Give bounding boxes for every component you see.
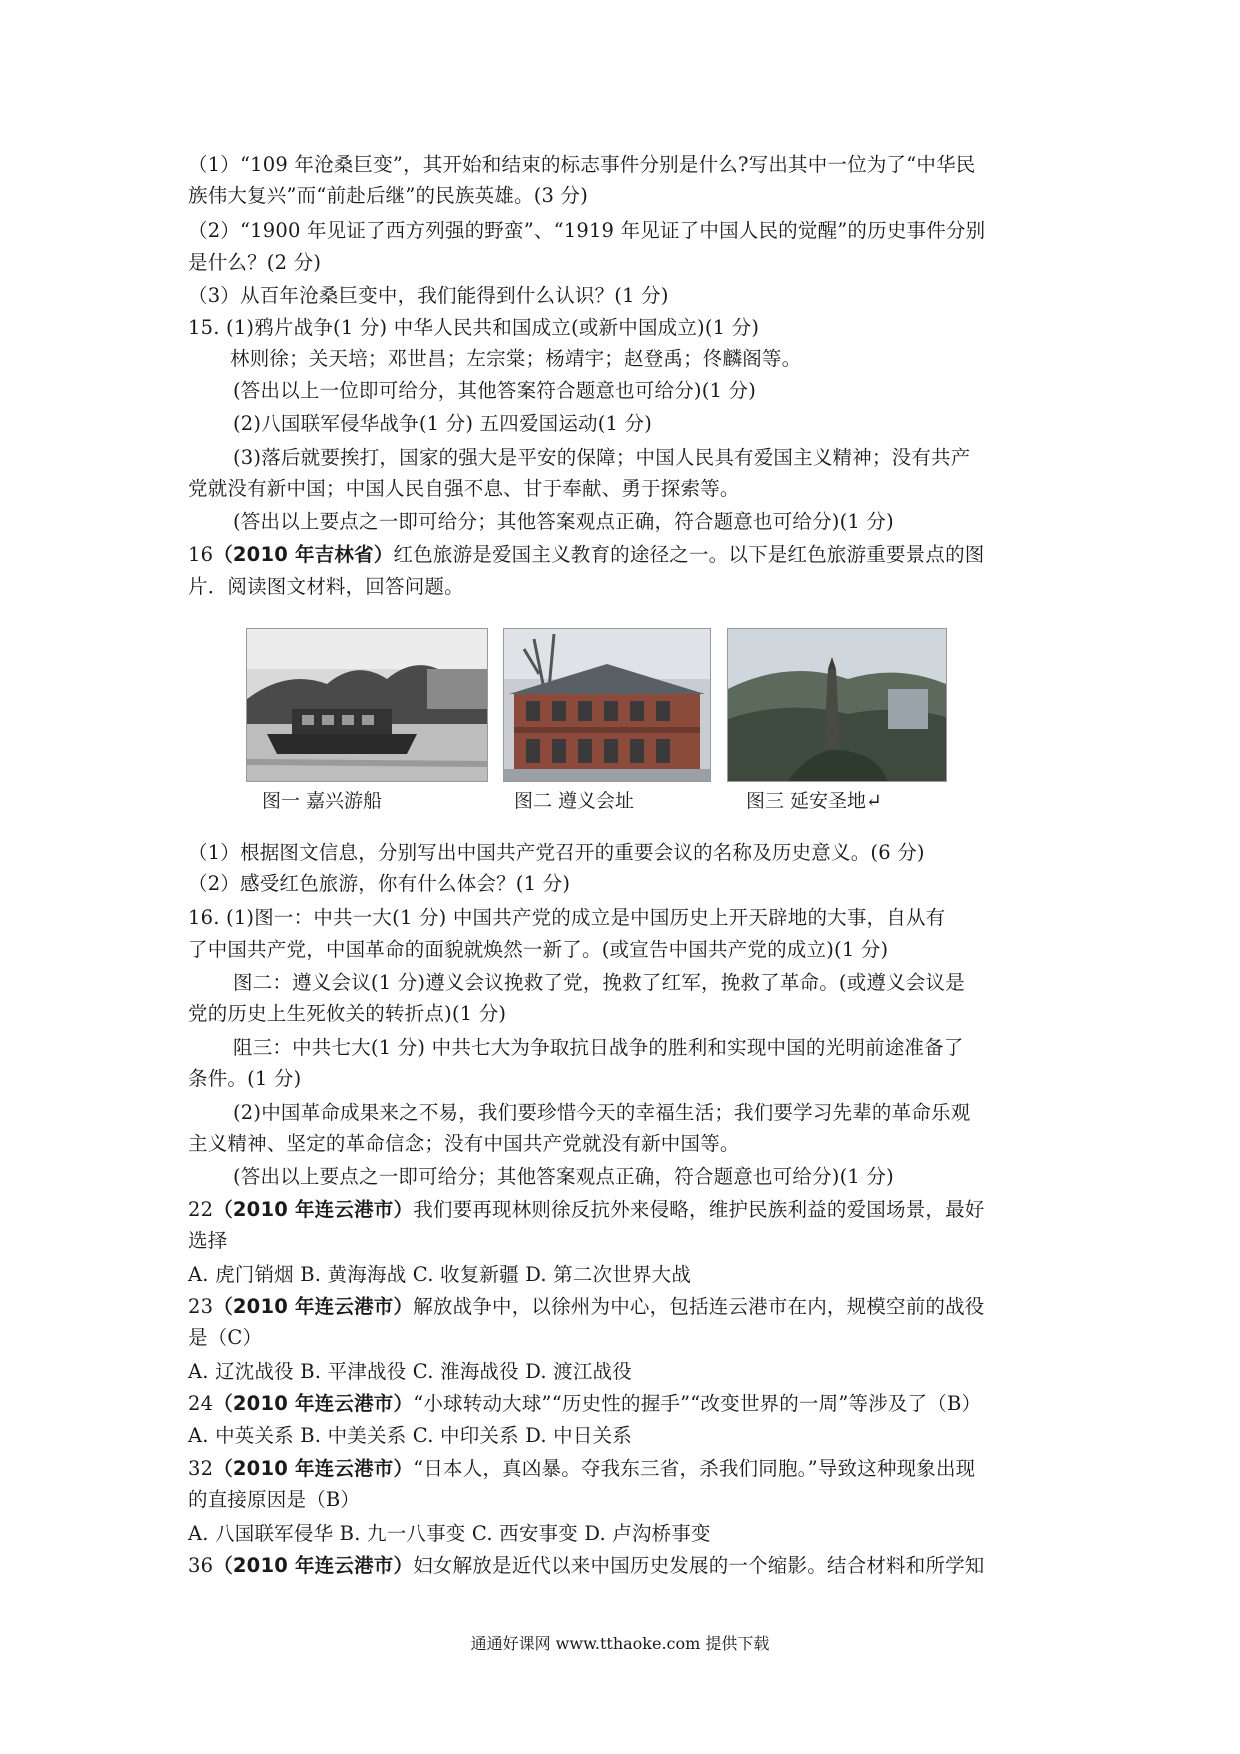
question-3-line: （3）从百年沧桑巨变中，我们能得到什么认识？(1 分) xyxy=(188,284,669,307)
figure-yanan-site xyxy=(727,628,947,782)
jiaxing-boat-image xyxy=(247,629,487,781)
question23-source: （2010 年连云港市） xyxy=(213,1295,414,1318)
question-2-line1: （2）“1900 年见证了西方列强的野蛮”、“1919 年见证了中国人民的觉醒”的历史事件分别 xyxy=(188,219,986,242)
question24-options: A. 中英关系 B. 中美关系 C. 中印关系 D. 中日关系 xyxy=(188,1424,632,1447)
question24-line1 xyxy=(188,1389,981,1419)
figure-jiaxing-boat xyxy=(246,628,488,782)
question24-source: （2010 年连云港市） xyxy=(213,1392,414,1415)
answer15-line4: (2)八国联军侵华战争(1 分) 五四爱国运动(1 分) xyxy=(233,412,653,435)
answer16-line5: 阻三：中共七大(1 分) 中共七大为争取抗日战争的胜利和实现中国的光明前途准备了 xyxy=(233,1036,964,1059)
question16-line1 xyxy=(188,540,985,570)
answer15-line2: 林则徐；关天培；邓世昌；左宗棠；杨靖宇；赵登禹；佟麟阁等。 xyxy=(230,347,802,370)
figure1-caption: 图一 嘉兴游船 xyxy=(262,790,383,812)
question-1-line1: （1）“109 年沧桑巨变”，其开始和结束的标志事件分别是什么?写出其中一位为了“中华民 xyxy=(188,153,976,176)
answer16-line9: (答出以上要点之一即可给分；其他答案观点正确，符合题意也可给分)(1 分) xyxy=(233,1165,894,1188)
answer15-line6: 党就没有新中国；中国人民自强不息、甘于奉献、勇于探索等。 xyxy=(188,477,740,500)
answer15-line7: (答出以上要点之一即可给分；其他答案观点正确，符合题意也可给分)(1 分) xyxy=(233,510,894,533)
question32-line1 xyxy=(188,1454,975,1484)
question36-text: 妇女解放是近代以来中国历史发展的一个缩影。结合材料和所学知 xyxy=(413,1554,985,1577)
question36-number: 36 xyxy=(188,1554,214,1577)
answer15-line5: (3)落后就要挨打，国家的强大是平安的保障；中国人民具有爱国主义精神；没有共产 xyxy=(233,446,971,469)
question16-text: 红色旅游是爱国主义教育的途径之一。以下是红色旅游重要景点的图 xyxy=(393,543,985,566)
answer16-line4: 党的历史上生死攸关的转折点)(1 分) xyxy=(188,1002,507,1025)
zunyi-site-image xyxy=(504,629,710,781)
question22-text: 我们要再现林则徐反抗外来侵略，维护民族利益的爱国场景，最好 xyxy=(413,1198,985,1221)
question22-line1 xyxy=(188,1195,985,1225)
question32-line2: 的直接原因是（B） xyxy=(188,1488,361,1511)
question16-sub1: （1）根据图文信息，分别写出中国共产党召开的重要会议的名称及历史意义。(6 分) xyxy=(188,841,925,864)
answer15-line3: (答出以上一位即可给分，其他答案符合题意也可给分)(1 分) xyxy=(233,379,757,402)
question23-options: A. 辽沈战役 B. 平津战役 C. 淮海战役 D. 渡江战役 xyxy=(188,1360,632,1383)
question16-source: （2010 年吉林省） xyxy=(213,543,394,566)
answer16-line3: 图二：遵义会议(1 分)遵义会议挽救了党，挽救了红军，挽救了革命。(或遵义会议是 xyxy=(233,971,965,994)
question24-text: “小球转动大球”“历史性的握手”“改变世界的一周”等涉及了（B） xyxy=(413,1392,982,1415)
question23-line2: 是（C） xyxy=(188,1326,263,1349)
answer16-line8: 主义精神、坚定的革命信念；没有中国共产党就没有新中国等。 xyxy=(188,1132,740,1155)
answer16-line1: 16. (1)图一：中共一大(1 分) 中国共产党的成立是中国历史上开天辟地的大事，自从有 xyxy=(188,906,946,929)
question32-source: （2010 年连云港市） xyxy=(213,1457,414,1480)
page-footer: 通通好课网 www.tthaoke.com 提供下载 xyxy=(470,1634,770,1653)
answer16-line6: 条件。(1 分) xyxy=(188,1067,302,1090)
question-1-line2: 族伟大复兴”而“前赴后继”的民族英雄。(3 分) xyxy=(188,184,589,207)
answer15-line1: 15. (1)鸦片战争(1 分) 中华人民共和国成立(或新中国成立)(1 分) xyxy=(188,316,760,339)
yanan-site-image xyxy=(728,629,946,781)
question32-number: 32 xyxy=(188,1457,214,1480)
question24-number: 24 xyxy=(188,1392,214,1415)
answer16-line2: 了中国共产党，中国革命的面貌就焕然一新了。(或宣告中国共产党的成立)(1 分) xyxy=(188,938,889,961)
question22-source: （2010 年连云港市） xyxy=(213,1198,414,1221)
question32-options: A. 八国联军侵华 B. 九一八事变 C. 西安事变 D. 卢沟桥事变 xyxy=(188,1522,711,1545)
question22-line2: 选择 xyxy=(188,1229,228,1252)
question36-source: （2010 年连云港市） xyxy=(213,1554,414,1577)
question23-text: 解放战争中，以徐州为中心，包括连云港市在内，规模空前的战役 xyxy=(413,1295,985,1318)
question23-number: 23 xyxy=(188,1295,214,1318)
question-2-line2: 是什么？(2 分) xyxy=(188,251,322,274)
question16-line2: 片．阅读图文材料，回答问题。 xyxy=(188,575,464,598)
figure3-caption: 图三 延安圣地↵ xyxy=(746,790,882,812)
question22-options: A. 虎门销烟 B. 黄海海战 C. 收复新疆 D. 第二次世界大战 xyxy=(188,1263,692,1286)
question32-text: “日本人，真凶暴。夺我东三省，杀我们同胞。”导致这种现象出现 xyxy=(413,1457,976,1480)
question23-line1 xyxy=(188,1292,985,1322)
question16-number: 16 xyxy=(188,543,214,566)
figure2-caption: 图二 遵义会址 xyxy=(514,790,635,812)
figure-zunyi-site xyxy=(503,628,711,782)
answer16-line7: (2)中国革命成果来之不易，我们要珍惜今天的幸福生活；我们要学习先辈的革命乐观 xyxy=(233,1101,971,1124)
question16-sub2: （2）感受红色旅游，你有什么体会？(1 分) xyxy=(188,872,571,895)
question22-number: 22 xyxy=(188,1198,214,1221)
question36-line1 xyxy=(188,1551,985,1581)
